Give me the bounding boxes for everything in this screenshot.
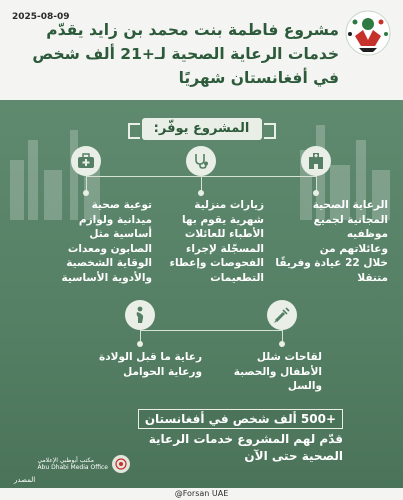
first-aid-kit-icon [77, 153, 95, 169]
banner-line-2: قدّم لهم المشروع خدمات الرعاية الصحية حتى الآن [148, 432, 343, 463]
top-item-1-icon-badge [71, 146, 101, 176]
top-item-1-text [40, 198, 152, 285]
top-item-2-text [156, 198, 264, 285]
connector-dot [198, 190, 204, 196]
headline-line-1: مشروع فاطمة بنت محمد بن زايد يقدّم [46, 21, 339, 39]
text-line: توعية صحية [91, 199, 152, 211]
pregnancy-icon [132, 306, 148, 324]
bottom-connector-line [140, 330, 282, 331]
text-line: الأطفال والحصبة [233, 365, 322, 378]
top-item-3-text [270, 198, 388, 285]
connector-dot [137, 341, 143, 347]
media-office-seal-icon [112, 455, 130, 473]
text-line: الأطباء للعائلات [184, 228, 264, 240]
text-line: والسل [287, 380, 322, 392]
text-line: أساسية مثل [89, 228, 152, 240]
date-label: 2025-08-09 [12, 12, 70, 22]
media-office-name [37, 457, 108, 471]
text-line: موظفيه [346, 228, 388, 240]
text-line: متنقلا [357, 271, 388, 284]
source-label: المصدر [14, 476, 36, 484]
text-line: المسجّلة لإجراء [185, 242, 264, 255]
text-line: الرعاية الصحية [312, 199, 388, 211]
headline [10, 18, 339, 90]
text-line: الصابون ومعدات [67, 242, 152, 255]
syringe-icon [273, 306, 291, 324]
text-line: لقاحات شلل [256, 351, 322, 363]
headline-line-2: خدمات الرعاية الصحية لـ+21 ألف شخص [32, 45, 339, 63]
text-line: والأدوية الأساسية [61, 271, 152, 284]
social-handle: @Forsan UAE [0, 488, 403, 500]
text-line: وعائلاتهم من [319, 242, 388, 255]
connector-dot [279, 341, 285, 347]
text-line: رعاية ما قبل الولادة [99, 351, 202, 363]
media-office-logo [20, 452, 130, 476]
text-line: خلال 22 عيادة وفريقًا [275, 257, 388, 269]
section-title-pill: المشروع يوفّر: [142, 118, 262, 140]
bottom-item-1-text [80, 350, 202, 379]
text-line: المجانية لجميع [313, 213, 388, 226]
forsan-logo-icon [341, 6, 395, 60]
text-line: التطعيمات [210, 271, 264, 284]
text-line: ميدانية ولوازم [78, 213, 152, 226]
media-office-name-ar: مكتب أبوظبي الإعلامي [37, 457, 94, 464]
banner-line-1: +500 ألف شخص في أفغانستان [138, 409, 343, 429]
text-line: ورعاية الحوامل [123, 365, 202, 378]
bottom-item-2-text [226, 350, 322, 394]
text-line: الفحوصات وإعطاء [169, 257, 264, 269]
bottom-item-1-icon-badge [125, 300, 155, 330]
summary-banner [104, 408, 343, 465]
connector-dot [83, 190, 89, 196]
headline-line-3: في أفغانستان شهريًا [178, 69, 339, 87]
connector-dot [313, 190, 319, 196]
text-line: زيارات منزلية [194, 199, 264, 211]
text-line: الوقاية الشخصية [66, 257, 152, 269]
bottom-item-2-icon-badge [267, 300, 297, 330]
top-item-3-icon-badge [301, 146, 331, 176]
top-item-2-icon-badge [186, 146, 216, 176]
stethoscope-icon [192, 152, 210, 170]
text-line: شهرية يقوم بها [181, 213, 264, 226]
hospital-icon [307, 152, 325, 170]
media-office-name-en: Abu Dhabi Media Office [37, 464, 108, 471]
